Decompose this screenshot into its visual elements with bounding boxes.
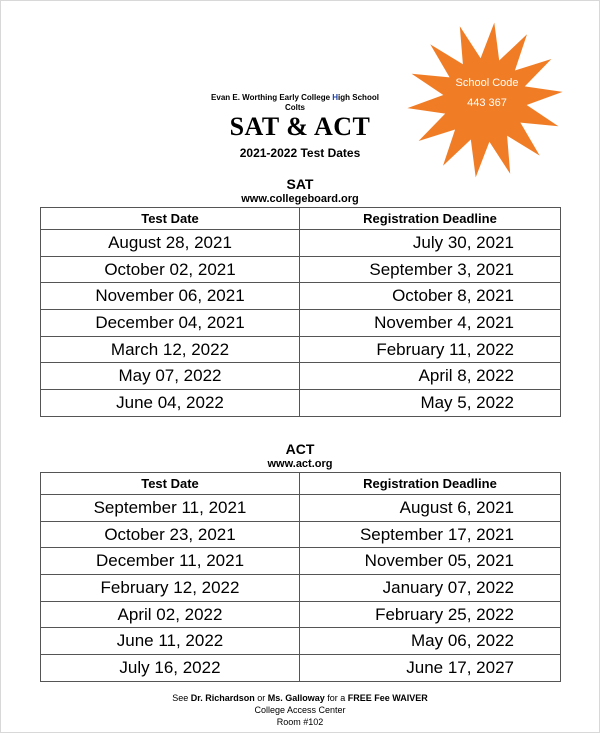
test-date-cell: November 06, 2021: [41, 283, 300, 310]
sat-section-title: SAT: [286, 176, 314, 192]
school-code-badge: [432, 76, 542, 116]
footer-text: See: [172, 693, 191, 703]
test-date-cell: July 16, 2022: [41, 655, 300, 682]
school-name-part: Evan E. Worthing Early College: [211, 93, 333, 102]
table-row: [41, 495, 561, 522]
footer-text: or: [254, 693, 268, 703]
table-row: [41, 363, 561, 390]
test-date-cell: December 11, 2021: [41, 548, 300, 575]
test-date-cell: April 02, 2022: [41, 601, 300, 628]
test-date-cell: February 12, 2022: [41, 575, 300, 602]
table-row: [41, 655, 561, 682]
act-url: www.act.org: [267, 458, 333, 470]
column-header: Test Date: [41, 473, 300, 495]
registration-deadline-cell: July 30, 2021: [300, 230, 561, 257]
registration-deadline-cell: November 4, 2021: [300, 310, 561, 337]
registration-deadline-cell: February 25, 2022: [300, 601, 561, 628]
test-date-cell: October 02, 2021: [41, 256, 300, 283]
table-row: [41, 230, 561, 257]
table-header-row: [41, 208, 561, 230]
contact-name: Ms. Galloway: [267, 693, 325, 703]
registration-deadline-cell: May 06, 2022: [300, 628, 561, 655]
registration-deadline-cell: May 5, 2022: [300, 390, 561, 417]
room-number: Room #102: [276, 717, 324, 727]
registration-deadline-cell: November 05, 2021: [300, 548, 561, 575]
test-date-cell: May 07, 2022: [41, 363, 300, 390]
test-date-cell: June 04, 2022: [41, 390, 300, 417]
registration-deadline-cell: June 17, 2027: [300, 655, 561, 682]
table-row: [41, 283, 561, 310]
table-row: [41, 390, 561, 417]
registration-deadline-cell: January 07, 2022: [300, 575, 561, 602]
test-date-cell: June 11, 2022: [41, 628, 300, 655]
test-date-cell: September 11, 2021: [41, 495, 300, 522]
table-row: [41, 310, 561, 337]
column-header: Registration Deadline: [300, 473, 561, 495]
sat-dates-table: [40, 207, 561, 417]
waiver-line: [0, 692, 600, 704]
test-date-cell: March 12, 2022: [41, 336, 300, 363]
contact-name: Dr. Richardson: [190, 693, 255, 703]
table-row: [41, 521, 561, 548]
test-date-cell: December 04, 2021: [41, 310, 300, 337]
column-header: Test Date: [41, 208, 300, 230]
registration-deadline-cell: August 6, 2021: [300, 495, 561, 522]
act-dates-table: [40, 472, 561, 682]
registration-deadline-cell: April 8, 2022: [300, 363, 561, 390]
sat-url: www.collegeboard.org: [241, 193, 359, 205]
registration-deadline-cell: September 3, 2021: [300, 256, 561, 283]
registration-deadline-cell: September 17, 2021: [300, 521, 561, 548]
school-name: [190, 93, 400, 113]
registration-deadline-cell: October 8, 2021: [300, 283, 561, 310]
table-header-row: [41, 473, 561, 495]
act-section-title: ACT: [285, 441, 315, 457]
school-code-label: School Code: [455, 77, 519, 89]
registration-deadline-cell: February 11, 2022: [300, 336, 561, 363]
test-date-cell: October 23, 2021: [41, 521, 300, 548]
table-row: [41, 575, 561, 602]
footer-note: [0, 692, 600, 728]
page-title: SAT & ACT: [229, 112, 371, 141]
column-header: Registration Deadline: [300, 208, 561, 230]
table-row: [41, 336, 561, 363]
test-date-cell: August 28, 2021: [41, 230, 300, 257]
table-row: [41, 256, 561, 283]
page-subtitle: 2021-2022 Test Dates: [239, 146, 361, 160]
school-code-value: 443 367: [467, 97, 507, 109]
college-access-center: College Access Center: [254, 705, 346, 715]
school-name-part: igh School: [338, 93, 379, 102]
footer-text: for a: [324, 693, 348, 703]
fee-waiver-text: FREE Fee WAIVER: [347, 693, 428, 703]
table-row: [41, 628, 561, 655]
school-mascot: Colts: [285, 103, 305, 112]
table-row: [41, 601, 561, 628]
school-name-highlight: H: [332, 93, 339, 102]
table-row: [41, 548, 561, 575]
